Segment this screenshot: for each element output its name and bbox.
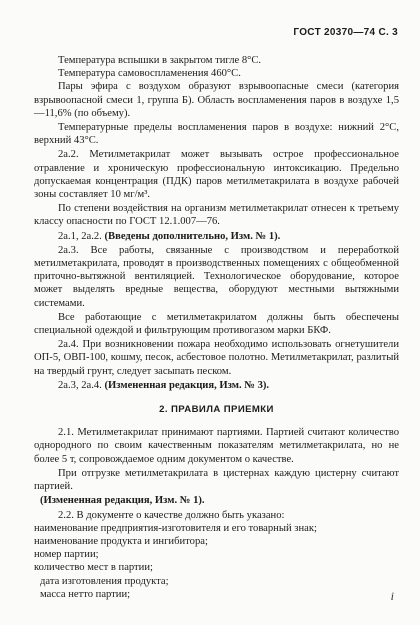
amendment-ref: 2а.1, 2а.2. [58,230,102,242]
amendment-note-1 [34,230,399,243]
list-item: номер партии; [34,549,99,561]
amendment-ref: 2а.3, 2а.4. [58,379,102,391]
clause-2a2: 2а.2. Метилметакрилат может вызывать острое профессиональное отравление и хроническую профессиональную интоксикацию. Предельно допускаемая концентрация (ПДК) паров метилметакрилата в воздухе рабочей зоны составляет 10 мг/м³. [34,149,399,201]
explosive-mixture-text: Пары эфира с воздухом образуют взрывоопасные смеси (категория взрывоопасной смеси 1, группа Б). Область воспламенения паров в воздухе 1,5—11,6% (по объему). [34,81,399,119]
clause-2a3: 2а.3. Все работы, связанные с производством и переработкой метилметакрилата, проводят в производственных помещениях с общеобменной приточно-вытяжной вентиляцией. Технологическое оборудование, которое может выделять вредные вещества, оборудуют местными вытяжными системами. [34,244,399,309]
tank-batch-text: При отгрузке метилметакрилата в цистернах каждую цистерну считают партией. [34,467,399,493]
list-item: количество мест в партии; [34,562,153,574]
ignition-limits-text: Температурные пределы воспламенения паров в воздухе: нижний 2°С, верхний 43°С. [34,122,399,147]
flash-point-text: Температура вспышки в закрытом тигле 8°С. [58,55,262,66]
document-body [34,54,399,601]
list-item: наименование продукта и ингибитора; [34,535,208,547]
section-title: 2. ПРАВИЛА ПРИЕМКИ [159,404,274,416]
page-header: ГОСТ 20370—74 С. 3 [293,27,398,38]
workers-protection-text: Все работающие с метилметакрилатом должны быть обеспечены специальной одеждой и фильтрующим противогазом марки БКФ. [34,311,399,337]
corner-mark: i [390,588,394,603]
clause-2-2: 2.2. В документе о качестве должно быть указано: [58,509,285,521]
quality-doc-list [34,522,399,601]
list-item: масса нетто партии; [40,588,131,600]
autoignition-text: Температура самовоспламенения 460°С. [58,68,241,80]
clause-2-1: 2.1. Метилметакрилат принимают партиями. Партией считают количество однородного по своим качественным показателям метилметакрилата, но не более 5 т, сопровождаемое одним документом о качестве. [34,427,399,465]
list-item: дата изготовления продукта; [40,575,169,587]
clause-2a4: 2а.4. При возникновении пожара необходимо использовать огнетушители ОП-5, ОВП-100, кошму, песок, асбестовое полотно. Метилметакрилат, разлитый на твердый грунт, следует засыпать песком. [34,339,399,377]
amendment-note-3 [34,379,399,392]
amendment-text: (Введены дополнительно, Изм. № 1). [104,230,281,242]
hazard-class-text: По степени воздействия на организм метилметакрилат отнесен к третьему классу опасности по ГОСТ 12.1.007—76. [34,203,399,228]
list-item: наименование предприятия-изготовителя и его товарный знак; [34,522,317,534]
amendment-note-1b: (Измененная редакция, Изм. № 1). [40,495,205,507]
amendment-text: (Измененная редакция, Изм. № 3). [104,379,270,391]
